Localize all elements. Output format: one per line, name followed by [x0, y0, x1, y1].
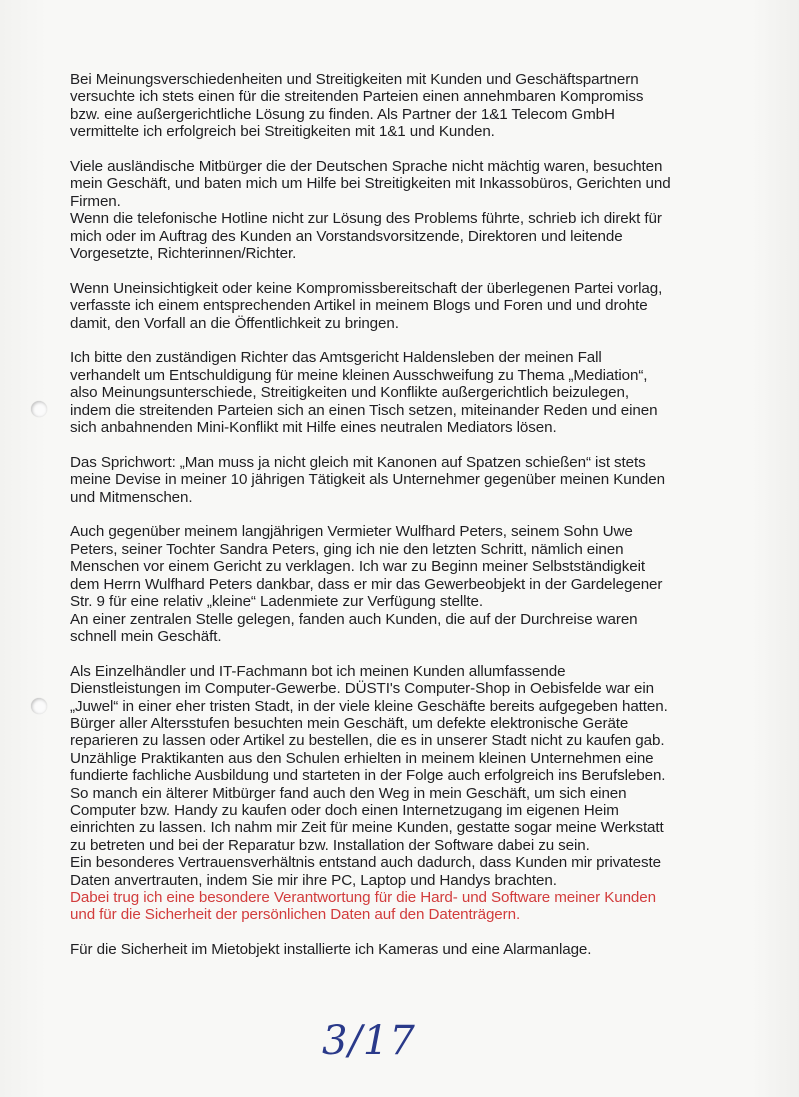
- text-line: mich oder im Auftrag des Kunden an Vorstandsvorsitzende, Direktoren und leitende: [70, 227, 623, 245]
- paragraph: [70, 280, 726, 332]
- document-body: [70, 71, 726, 976]
- text-line: Wenn Uneinsichtigkeit oder keine Kompromissbereitschaft der überlegenen Partei vorlag,: [70, 279, 663, 297]
- text-line: Bei Meinungsverschiedenheiten und Streitigkeiten mit Kunden und Geschäftspartnern: [70, 71, 639, 88]
- punch-hole: [31, 698, 47, 714]
- text-line: Firmen.: [70, 192, 121, 210]
- text-line: mein Geschäft, und baten mich um Hilfe bei Streitigkeiten mit Inkassobüros, Gerichten und: [70, 175, 671, 193]
- text-line: reparieren zu lassen oder Artikel zu bestellen, die es in unserer Stadt nicht zu kaufen gab.: [70, 732, 665, 750]
- text-line: und Mitmenschen.: [70, 488, 193, 506]
- text-line: Ich bitte den zuständigen Richter das Amtsgericht Haldensleben der meinen Fall: [70, 349, 602, 367]
- text-line: Vorgesetzte, Richterinnen/Richter.: [70, 245, 297, 263]
- text-line: fundierte fachliche Ausbildung und starteten in der Folge auch erfolgreich ins Berufsleben.: [70, 767, 666, 785]
- text-line: einrichten zu lassen. Ich nahm mir Zeit für meine Kunden, gestatte sogar meine Werkstatt: [70, 819, 664, 837]
- text-line: Computer bzw. Handy zu kaufen oder doch einen Internetzugang im eigenen Heim: [70, 801, 619, 819]
- text-line: Viele ausländische Mitbürger die der Deutschen Sprache nicht mächtig waren, besuchten: [70, 158, 663, 176]
- paragraph: [70, 71, 726, 141]
- text-line: damit, den Vorfall an die Öffentlichkeit zu bringen.: [70, 314, 399, 332]
- punch-hole: [31, 401, 47, 417]
- text-line: Dienstleistungen im Computer-Gewerbe. DÜSTI's Computer-Shop in Oebisfelde war ein: [70, 680, 654, 698]
- text-line: Für die Sicherheit im Mietobjekt installierte ich Kameras und eine Alarmanlage.: [70, 941, 592, 959]
- text-line: Als Einzelhändler und IT-Fachmann bot ich meinen Kunden allumfassende: [70, 662, 566, 680]
- text-line: „Juwel“ in einer eher tristen Stadt, in der viele kleine Geschäfte bereits aufgegeben hatten.: [70, 697, 668, 715]
- paragraph: [70, 158, 726, 262]
- text-line: So manch ein älterer Mitbürger fand auch den Weg in mein Geschäft, um sich einen: [70, 784, 627, 802]
- highlighted-paragraph: [70, 889, 726, 924]
- text-line: zu betreten und bei der Reparatur bzw. Installation der Software dabei zu sein.: [70, 836, 590, 854]
- text-line: Unzählige Praktikanten aus den Schulen erhielten in meinem kleinen Unternehmen eine: [70, 749, 654, 767]
- text-line: versuchte ich stets einen für die streitenden Parteien einen annehmbaren Kompromiss: [70, 88, 644, 106]
- text-line: vermittelte ich erfolgreich bei Streitigkeiten mit 1&1 und Kunden.: [70, 123, 495, 141]
- text-line: Das Sprichwort: „Man muss ja nicht gleich mit Kanonen auf Spatzen schießen“ ist stets: [70, 453, 646, 471]
- text-line: An einer zentralen Stelle gelegen, fanden auch Kunden, die auf der Durchreise waren: [70, 610, 638, 628]
- text-line: sich anbahnenden Mini-Konflikt mit Hilfe eines neutralen Mediators lösen.: [70, 419, 557, 437]
- text-line: Ein besonderes Vertrauensverhältnis entstand auch dadurch, dass Kunden mir privateste: [70, 854, 661, 872]
- text-line: verfasste ich einem entsprechenden Artikel in meinem Blogs und Foren und und drohte: [70, 297, 648, 315]
- paragraph: [70, 941, 726, 958]
- text-line: Menschen vor einem Gericht zu verklagen. Ich war zu Beginn meiner Selbstständigkeit: [70, 558, 646, 576]
- text-line: indem die streitenden Parteien sich an einen Tisch setzen, miteinander Reden und einen: [70, 401, 658, 419]
- text-line: Daten anvertrauten, indem Sie mir ihre PC, Laptop und Handys brachten.: [70, 871, 557, 889]
- text-line: Peters, seiner Tochter Sandra Peters, ging ich nie den letzten Schritt, nämlich einen: [70, 540, 624, 558]
- text-line: bzw. eine außergerichtliche Lösung zu finden. Als Partner der 1&1 Telecom GmbH: [70, 105, 615, 123]
- paragraph: [70, 349, 726, 436]
- text-line: also Meinungsunterschiede, Streitigkeiten und Konflikte außergerichtlich beizulegen,: [70, 384, 629, 402]
- paragraph: [70, 523, 726, 645]
- text-line: Wenn die telefonische Hotline nicht zur Lösung des Problems führte, schrieb ich direkt für: [70, 210, 662, 228]
- text-line: meine Devise in meiner 10 jährigen Tätigkeit als Unternehmer gegenüber meinen Kunden: [70, 471, 665, 489]
- text-line: Dabei trug ich eine besondere Verantwortung für die Hard- und Software meiner Kunden: [70, 889, 656, 906]
- paragraph: [70, 454, 726, 506]
- text-line: schnell mein Geschäft.: [70, 627, 222, 645]
- text-line: und für die Sicherheit der persönlichen Daten auf den Datenträgern.: [70, 906, 521, 924]
- text-line: dem Herrn Wulfhard Peters dankbar, dass er mir das Gewerbeobjekt in der Gardelegener: [70, 575, 663, 593]
- paragraph: [70, 663, 726, 889]
- text-line: Auch gegenüber meinem langjährigen Vermieter Wulfhard Peters, seinem Sohn Uwe: [70, 523, 633, 541]
- text-line: verhandelt um Entschuldigung für meine kleinen Ausschweifung zu Thema „Mediation“,: [70, 366, 648, 384]
- text-line: Str. 9 für eine relativ „kleine“ Ladenmiete zur Verfügung stellte.: [70, 593, 483, 611]
- text-line: Bürger aller Altersstufen besuchten mein Geschäft, um defekte elektronische Geräte: [70, 714, 629, 732]
- handwritten-page-number: 3/17: [322, 1018, 416, 1064]
